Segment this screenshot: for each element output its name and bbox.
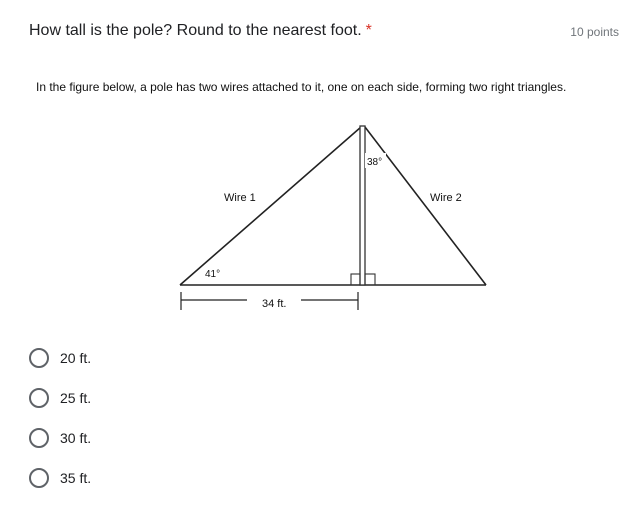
option-25-ft[interactable] bbox=[29, 386, 329, 426]
radio-button[interactable] bbox=[29, 428, 49, 448]
question-figure bbox=[0, 70, 629, 320]
pole-diagram bbox=[0, 70, 629, 320]
option-35-ft[interactable] bbox=[29, 466, 329, 506]
pole bbox=[360, 126, 365, 285]
option-label: 20 ft. bbox=[60, 350, 92, 366]
distance-label: 34 ft. bbox=[262, 298, 287, 310]
wire-2-line bbox=[365, 127, 486, 285]
angle-left-label: 41° bbox=[205, 269, 221, 280]
wire-1-label: Wire 1 bbox=[224, 192, 256, 204]
radio-button[interactable] bbox=[29, 348, 49, 368]
radio-button[interactable] bbox=[29, 468, 49, 488]
radio-button[interactable] bbox=[29, 388, 49, 408]
angle-top-label: 38° bbox=[367, 157, 383, 168]
question-header bbox=[29, 20, 619, 44]
option-label: 30 ft. bbox=[60, 430, 92, 446]
wire-2-label: Wire 2 bbox=[430, 192, 462, 204]
option-30-ft[interactable] bbox=[29, 426, 329, 466]
points-badge: 10 points bbox=[570, 25, 619, 39]
answer-options bbox=[29, 346, 329, 506]
wire-1-line bbox=[180, 127, 361, 285]
figure-caption: In the figure below, a pole has two wires attached to it, one on each side, forming two right triangles. bbox=[36, 80, 567, 94]
right-angle-marker-right bbox=[365, 274, 375, 285]
required-marker: * bbox=[365, 22, 372, 39]
option-20-ft[interactable] bbox=[29, 346, 329, 386]
option-label: 35 ft. bbox=[60, 470, 92, 486]
question-title-text: How tall is the pole? Round to the nearest foot. bbox=[29, 22, 362, 39]
question-title bbox=[29, 21, 372, 41]
option-label: 25 ft. bbox=[60, 390, 92, 406]
right-angle-marker-left bbox=[351, 274, 360, 285]
